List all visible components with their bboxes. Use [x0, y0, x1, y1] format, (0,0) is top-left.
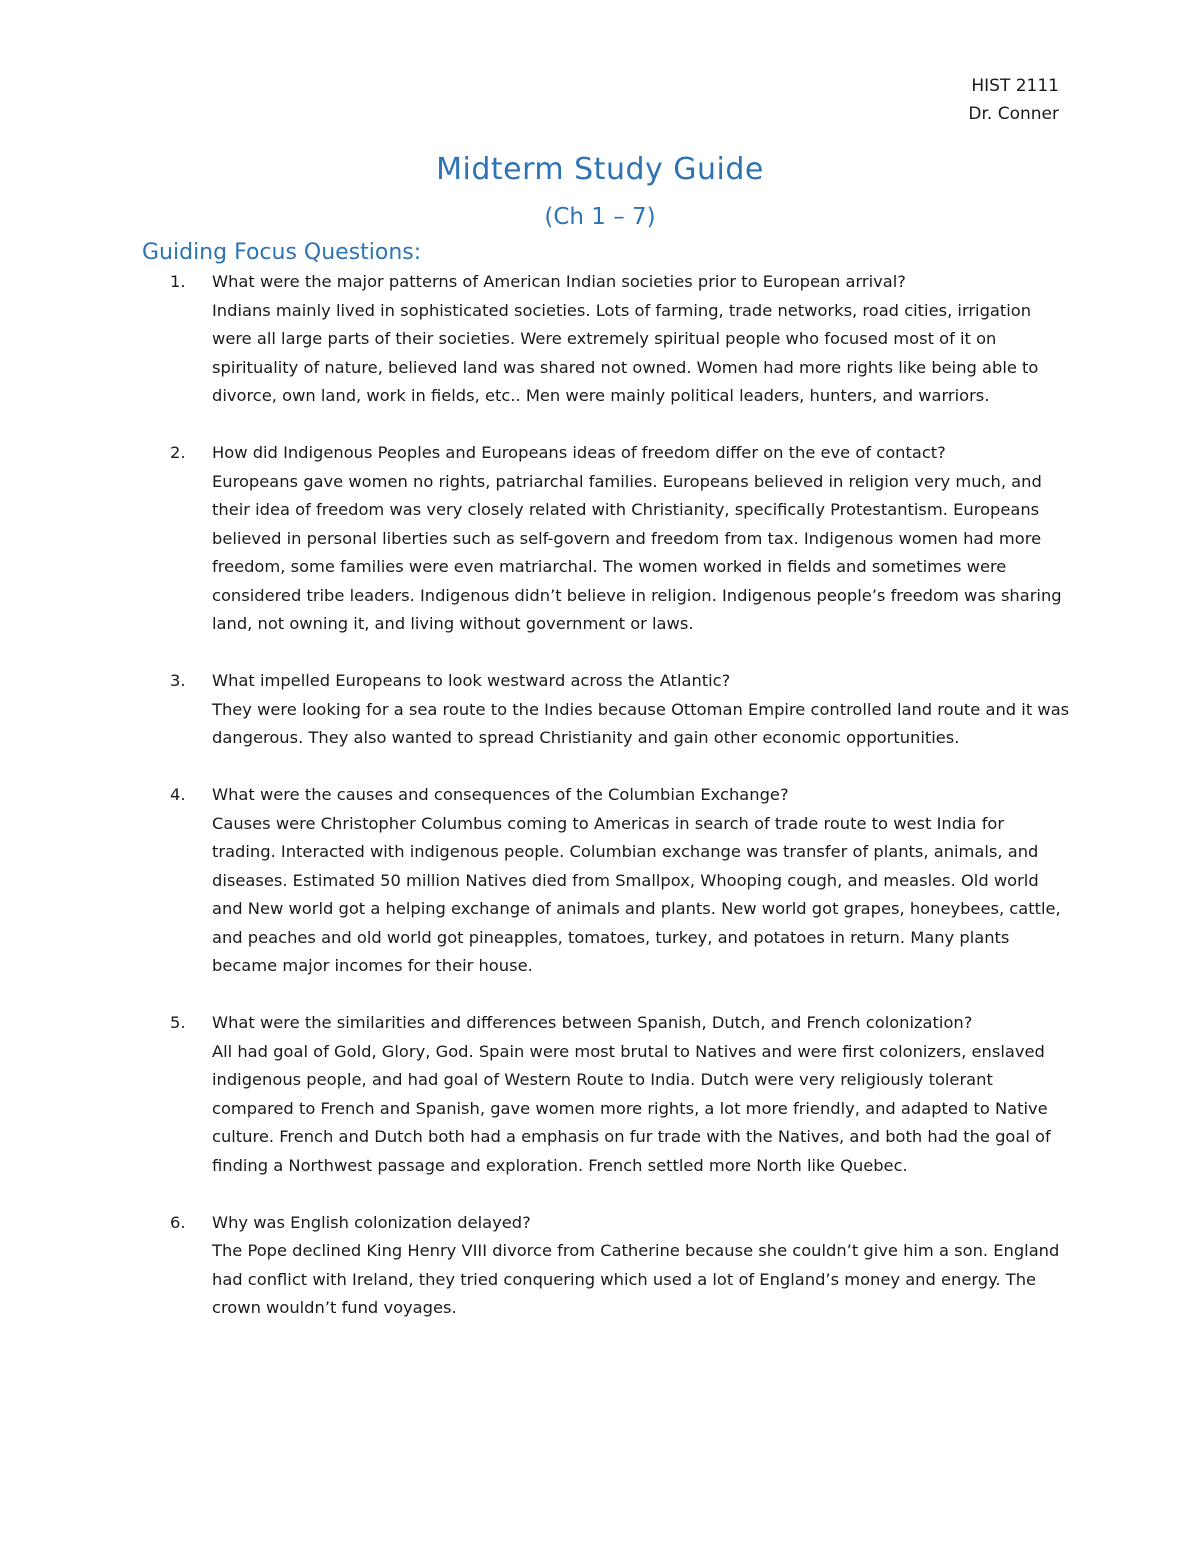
answer-text: Europeans gave women no rights, patriarchal families. Europeans believed in religion very much, and their idea of freedom was very closely related with Christianity, specifically Protestantism. Europeans believed in personal liberties such as self-govern and freedom from tax. Indigenous women had more freedom, some families were even matriarchal. The women worked in fields and sometimes were considered tribe leaders. Indigenous didn’t believe in religion. Indigenous people’s freedom was sharing land, not owning it, and living without government or laws.	[212, 471, 1062, 633]
question-text: What were the causes and consequences of the Columbian Exchange?	[212, 785, 789, 804]
question-item	[170, 1009, 1070, 1180]
question-item	[170, 268, 1070, 411]
question-text: Why was English colonization delayed?	[212, 1212, 531, 1232]
questions-list	[170, 268, 1070, 1351]
answer-text: They were looking for a sea route to the Indies because Ottoman Empire controlled land route and it was dangerous. They also wanted to spread Christianity and gain other economic opportunities.	[212, 699, 1070, 747]
answer-text: The Pope declined King Henry VIII divorce from Catherine because she couldn’t give him a son. England had conflict with Ireland, they tried conquering which used a lot of England’s money and energy. The crown wouldn’t fund voyages.	[212, 1241, 1060, 1317]
question-item	[170, 781, 1070, 981]
question-number: 3.	[170, 671, 186, 690]
question-number: 2.	[170, 443, 186, 462]
question-number: 1.	[170, 272, 186, 291]
section-heading: Guiding Focus Questions:	[142, 240, 422, 265]
question-text: What were the similarities and differences between Spanish, Dutch, and French colonization?	[212, 1013, 973, 1032]
question-text: What impelled Europeans to look westward across the Atlantic?	[212, 671, 731, 690]
answer-text: All had goal of Gold, Glory, God. Spain were most brutal to Natives and were first colonizers, enslaved indigenous people, and had goal of Western Route to India. Dutch were very religiously tolerant compared to French and Spanish, gave women more rights, a lot more friendly, and adapted to Native culture. French and Dutch both had a emphasis on fur trade with the Natives, and both had the goal of finding a Northwest passage and exploration. French settled more North like Quebec.	[212, 1041, 1051, 1175]
question-item	[170, 439, 1070, 639]
question-text: How did Indigenous Peoples and Europeans ideas of freedom differ on the eve of contact?	[212, 443, 946, 462]
question-number: 4.	[170, 785, 186, 804]
document-header	[968, 72, 1059, 128]
document-title: Midterm Study Guide	[436, 152, 764, 187]
answer-text: Causes were Christopher Columbus coming to Americas in search of trade route to west India for trading. Interacted with indigenous people. Columbian exchange was transfer of plants, animals, and diseases. Estimated 50 million Natives died from Smallpox, Whooping cough, and measles. Old world and New world got a helping exchange of animals and plants. New world got grapes, honeybees, cattle, and peaches and old world got pineapples, tomatoes, turkey, and potatoes in return. Many plants became major incomes for their house.	[212, 813, 1061, 975]
instructor-name: Dr. Conner	[968, 104, 1059, 124]
course-code: HIST 2111	[971, 76, 1059, 96]
question-number: 6.	[170, 1212, 186, 1232]
question-item	[170, 667, 1070, 753]
question-item	[170, 1209, 1070, 1323]
document-subtitle: (Ch 1 – 7)	[544, 204, 656, 230]
answer-text: Indians mainly lived in sophisticated societies. Lots of farming, trade networks, road cities, irrigation were all large parts of their societies. Were extremely spiritual people who focused most of it on spirituality of nature, believed land was shared not owned. Women had more rights like being able to divorce, own land, work in fields, etc.. Men were mainly political leaders, hunters, and warriors.	[212, 300, 1039, 405]
question-number: 5.	[170, 1013, 186, 1032]
question-text: What were the major patterns of American Indian societies prior to European arrival?	[212, 272, 906, 291]
